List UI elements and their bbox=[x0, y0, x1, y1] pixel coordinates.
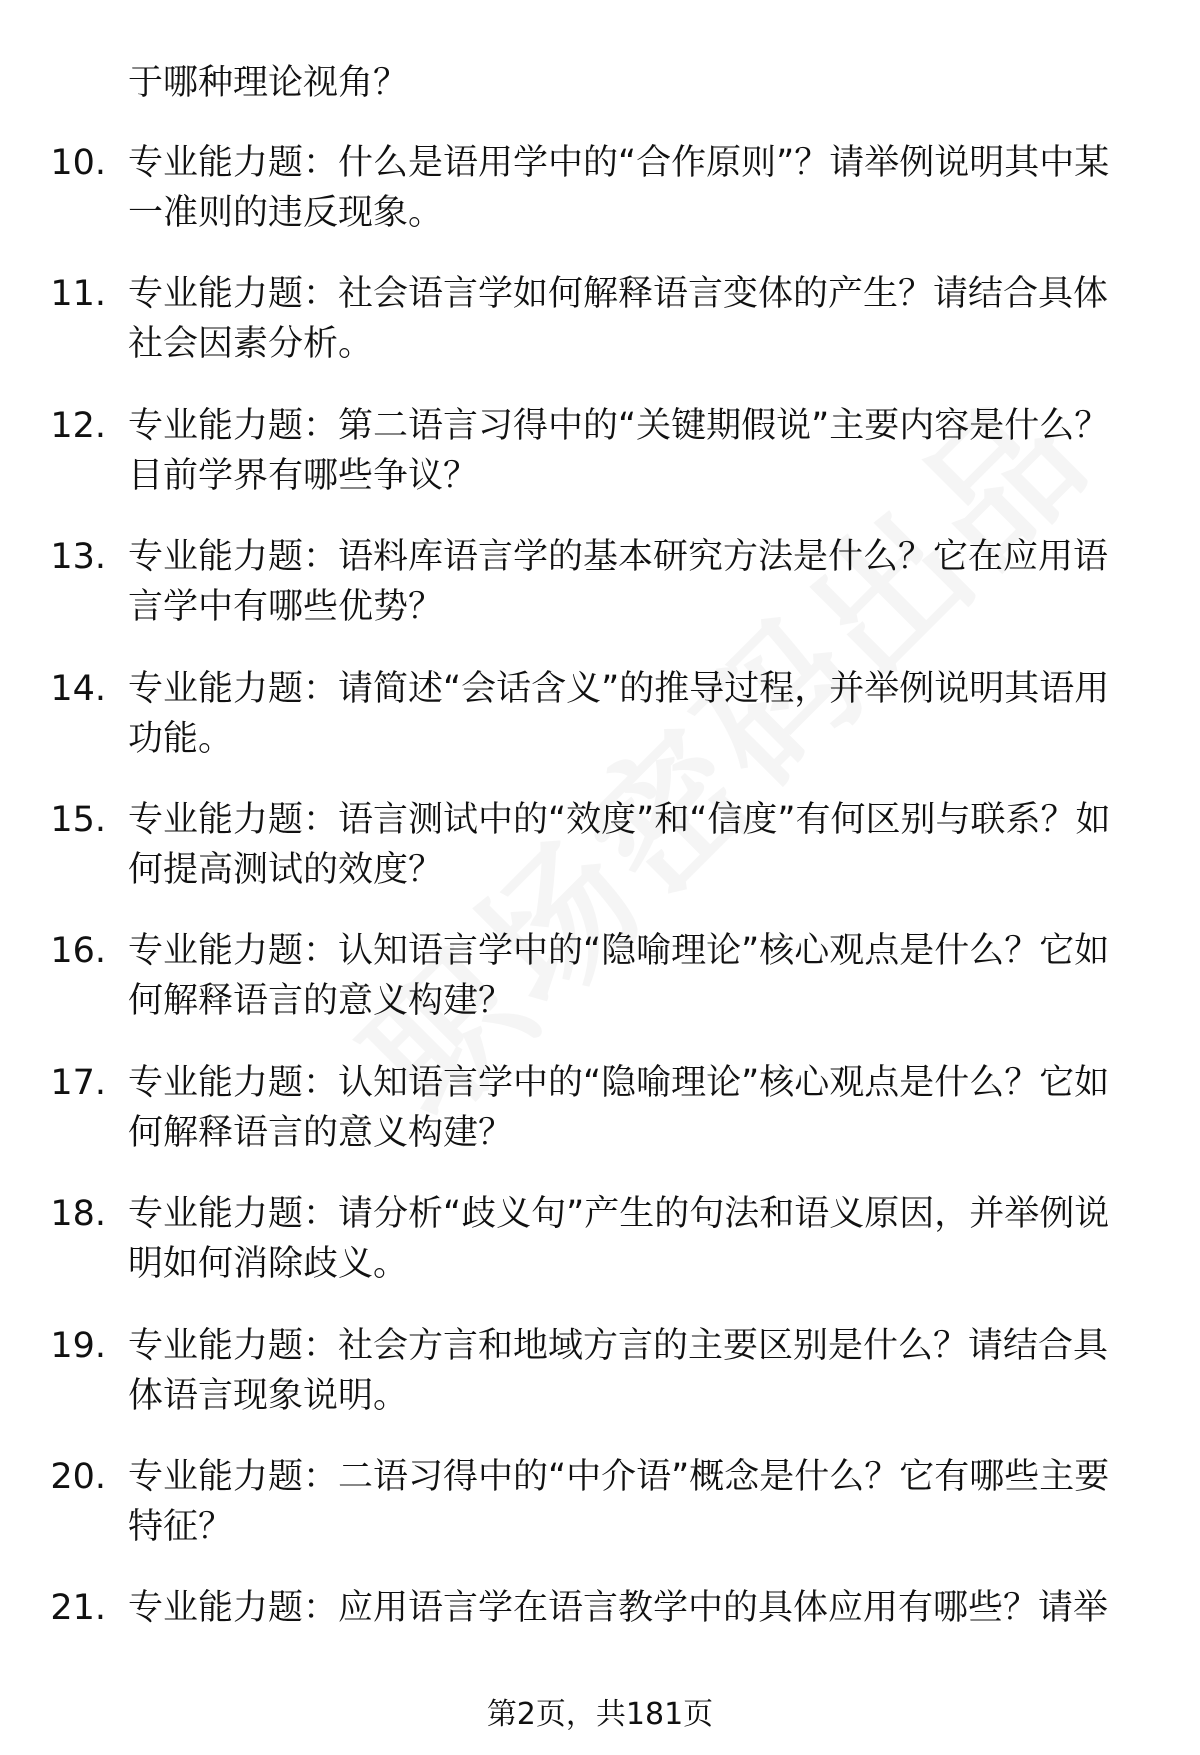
question-number: 18. bbox=[50, 1194, 106, 1235]
question-number: 12. bbox=[50, 405, 106, 446]
question-text: 专业能力题：语言测试中的“效度”和“信度”有何区别与联系？如何提高测试的效度？ bbox=[128, 799, 1111, 890]
question-number: 14. bbox=[50, 668, 106, 709]
question-text: 专业能力题：认知语言学中的“隐喻理论”核心观点是什么？它如何解释语言的意义构建？ bbox=[128, 931, 1110, 1022]
list-item bbox=[0, 269, 1200, 400]
question-text: 专业能力题：请分析“歧义句”产生的句法和语义原因，并举例说明如何消除歧义。 bbox=[128, 1194, 1110, 1285]
question-number: 19. bbox=[50, 1325, 106, 1366]
question-text: 专业能力题：社会语言学如何解释语言变体的产生？请结合具体社会因素分析。 bbox=[128, 274, 1109, 365]
question-list bbox=[0, 138, 1200, 1715]
question-text: 专业能力题：请简述“会话含义”的推导过程，并举例说明其语用功能。 bbox=[128, 668, 1110, 759]
question-number: 17. bbox=[50, 1062, 106, 1103]
list-item bbox=[0, 1058, 1200, 1189]
list-item bbox=[0, 1452, 1200, 1583]
list-item bbox=[0, 532, 1200, 663]
list-item bbox=[0, 1321, 1200, 1452]
list-item bbox=[0, 795, 1200, 926]
list-item bbox=[0, 926, 1200, 1057]
question-number: 20. bbox=[50, 1456, 106, 1497]
question-text: 专业能力题：社会方言和地域方言的主要区别是什么？请结合具体语言现象说明。 bbox=[128, 1325, 1109, 1416]
question-text: 专业能力题：应用语言学在语言教学中的具体应用有哪些？请举 bbox=[128, 1588, 1109, 1629]
list-item bbox=[0, 138, 1200, 269]
question-number: 15. bbox=[50, 799, 106, 840]
question-text: 专业能力题：二语习得中的“中介语”概念是什么？它有哪些主要特征？ bbox=[128, 1456, 1110, 1547]
question-number: 11. bbox=[50, 274, 106, 315]
question-number: 10. bbox=[50, 143, 106, 183]
page-footer: 第2页，共181页 bbox=[486, 1697, 714, 1732]
question-number: 16. bbox=[50, 931, 106, 972]
question-number: 21. bbox=[50, 1588, 106, 1629]
question-number: 13. bbox=[50, 537, 106, 578]
question-text: 专业能力题：语料库语言学的基本研究方法是什么？它在应用语言学中有哪些优势？ bbox=[128, 537, 1109, 628]
question-text: 专业能力题：第二语言习得中的“关键期假说”主要内容是什么？目前学界有哪些争议？ bbox=[128, 405, 1110, 496]
question-text: 专业能力题：认知语言学中的“隐喻理论”核心观点是什么？它如何解释语言的意义构建？ bbox=[128, 1062, 1110, 1153]
list-item bbox=[0, 401, 1200, 532]
list-item bbox=[0, 664, 1200, 795]
question-text: 专业能力题：什么是语用学中的“合作原则”？请举例说明其中某一准则的违反现象。 bbox=[128, 143, 1110, 233]
list-item bbox=[0, 1189, 1200, 1320]
continuation-text: 于哪种理论视角？ bbox=[128, 63, 409, 103]
